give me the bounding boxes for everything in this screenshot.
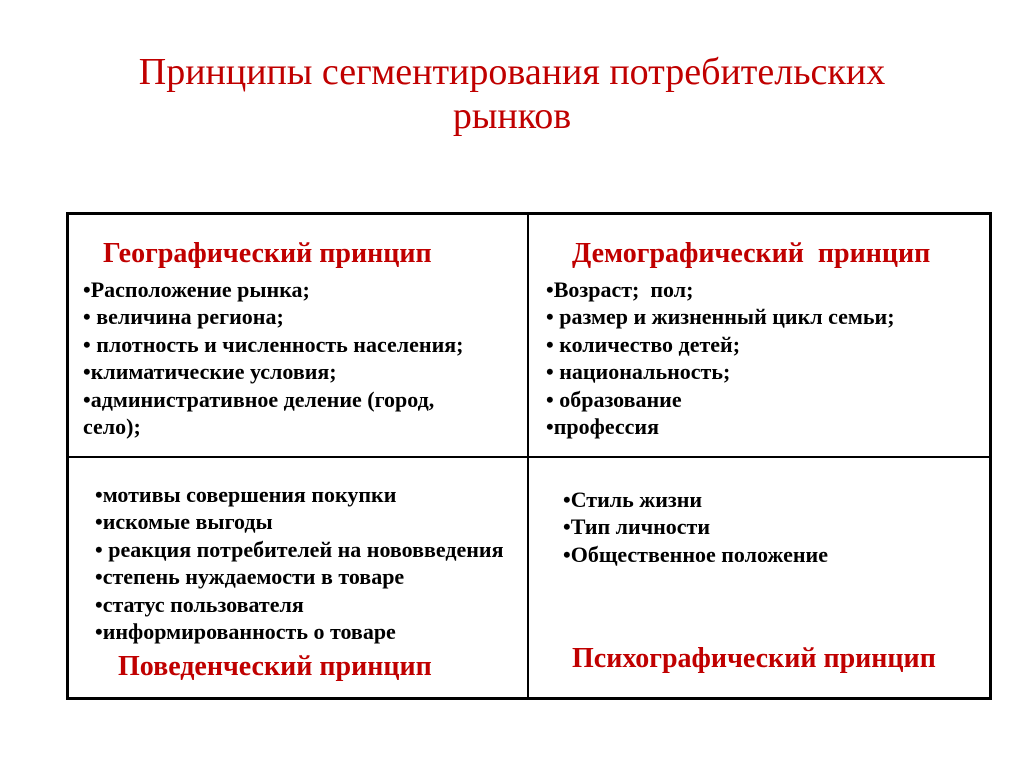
psychographic-item: •Тип личности: [563, 514, 711, 540]
geographic-item: •административное деление (город,: [83, 386, 435, 412]
behavioral-item: • реакция потребителей на нововведения: [95, 536, 504, 562]
geographic-item: • величина региона;: [83, 304, 284, 330]
psychographic-item: •Стиль жизни: [563, 487, 703, 512]
psychographic-list: [563, 486, 828, 568]
demographic-item: •профессия: [546, 414, 659, 440]
geographic-item: • плотность и численность населения;: [83, 331, 464, 357]
demographic-item: • национальность;: [546, 359, 731, 385]
demographic-list: [546, 276, 895, 440]
psychographic-heading: Психографический принцип: [572, 643, 936, 674]
demographic-item: • количество детей;: [546, 331, 741, 357]
table-horizontal-divider: [69, 456, 989, 458]
geographic-item: село);: [83, 414, 141, 440]
demographic-item: •Возраст; пол;: [546, 277, 694, 302]
demographic-heading: Демографический принцип: [572, 238, 931, 269]
slide-title-line-2: рынков: [452, 95, 572, 137]
psychographic-item: •Общественное положение: [563, 541, 828, 567]
demographic-item: • образование: [546, 386, 682, 412]
behavioral-item: •степень нуждаемости в товаре: [95, 564, 405, 590]
slide-title-line-1: Принципы сегментирования потребительских: [138, 51, 886, 93]
geographic-list: [83, 276, 463, 440]
behavioral-item: •статус пользователя: [95, 591, 304, 617]
geographic-heading: Географический принцип: [103, 238, 432, 269]
geographic-item: •климатические условия;: [83, 359, 337, 385]
demographic-item: • размер и жизненный цикл семьи;: [546, 304, 895, 330]
behavioral-item: •информированность о товаре: [95, 619, 396, 645]
slide-title: [0, 50, 1024, 138]
behavioral-item: •мотивы совершения покупки: [95, 482, 397, 507]
behavioral-list: [95, 481, 504, 645]
geographic-item: •Расположение рынка;: [83, 277, 310, 302]
behavioral-heading: Поведенческий принцип: [118, 651, 432, 682]
behavioral-item: •искомые выгоды: [95, 509, 273, 535]
